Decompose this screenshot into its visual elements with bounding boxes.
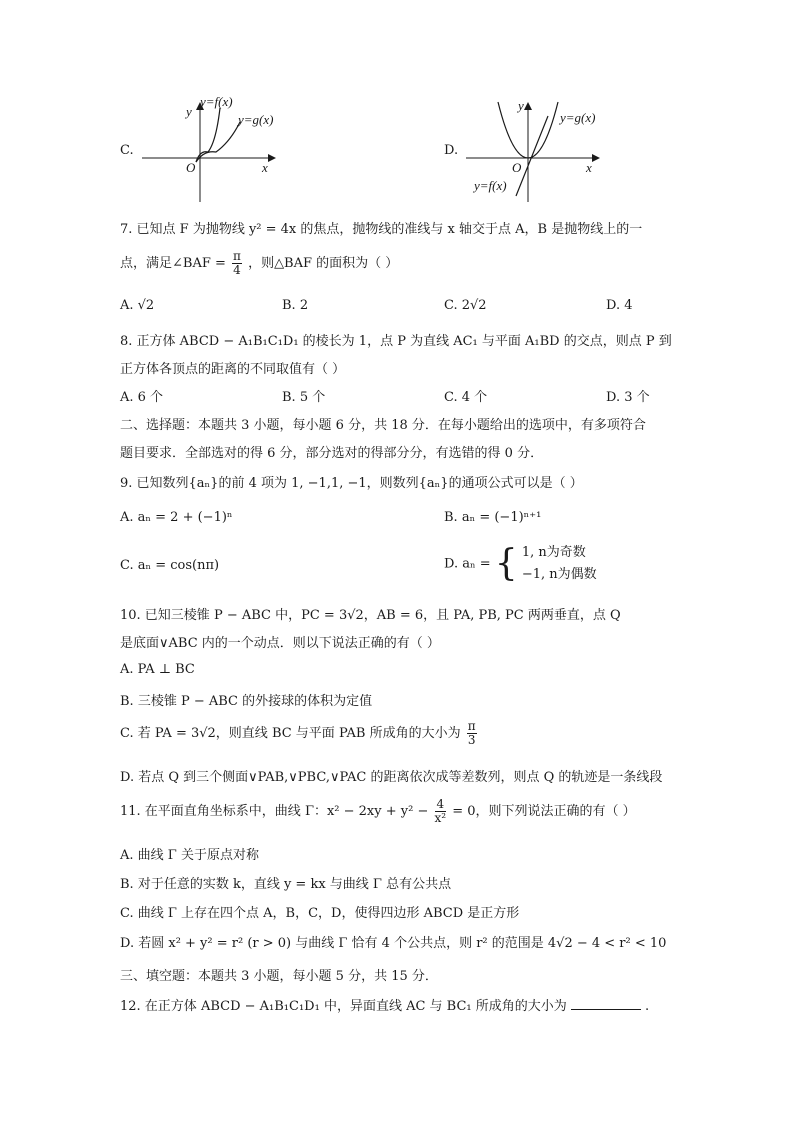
- graph-c-g-curve: [196, 122, 240, 162]
- q10-line2: 是底面∨ABC 内的一个动点．则以下说法正确的有（ ）: [120, 636, 440, 651]
- q7-option-b: B. 2: [282, 298, 309, 313]
- q8-option-c: C. 4 个: [444, 390, 488, 405]
- graph-d-origin-label: O: [512, 160, 522, 175]
- option-d-label: D.: [444, 143, 459, 158]
- q7-option-a: A. √2: [120, 298, 155, 313]
- q11-option-a: A. 曲线 Γ 关于原点对称: [120, 848, 259, 863]
- graph-d-x-arrow: [592, 154, 600, 162]
- graph-c-x-arrow: [268, 154, 276, 162]
- graph-d-g-label: y=g(x): [560, 110, 596, 125]
- q8-line2: 正方体各顶点的距离的不同取值有（ ）: [120, 362, 346, 377]
- graph-c-f-label: y=f(x): [200, 94, 233, 109]
- graph-d: [462, 92, 612, 204]
- q10-option-b: B. 三棱锥 P − ABC 的外接球的体积为定值: [120, 694, 373, 709]
- q12-stem: [120, 995, 649, 1014]
- q11-option-b: B. 对于任意的实数 k，直线 y = kx 与曲线 Γ 总有公共点: [120, 877, 452, 892]
- q9-case-odd: 1, n为奇数: [521, 545, 586, 560]
- q8-option-b: B. 5 个: [282, 390, 326, 405]
- q10-option-c-pre: C. 若 PA = 3√2，则直线 BC 与平面 PAB 所成角的大小为: [120, 726, 461, 741]
- q7-line2: [120, 250, 398, 277]
- q7-option-c: C. 2√2: [444, 298, 487, 313]
- graph-d-y-arrow: [524, 102, 532, 110]
- q7-line2-pre: 点，满足∠BAF =: [120, 256, 226, 271]
- q8-option-a: A. 6 个: [120, 390, 164, 405]
- q10-option-c: [120, 720, 479, 747]
- q11-fraction: [435, 798, 447, 825]
- graph-d-y-label: y: [518, 98, 524, 113]
- q10-option-a: A. PA ⊥ BC: [120, 662, 195, 677]
- q9-option-c: C. aₙ = cos(nπ): [120, 558, 220, 573]
- option-c-label: C.: [120, 143, 134, 158]
- q10-line1: 10. 已知三棱锥 P − ABC 中，PC = 3√2，AB = 6，且 PA, PB, PC 两两垂直，点 Q: [120, 608, 621, 623]
- q9-cases: [522, 542, 597, 586]
- q7-fraction: [232, 250, 242, 277]
- section2-line2: 题目要求．全部选对的得 6 分，部分选对的得部分分，有选错的得 0 分．: [120, 446, 544, 461]
- q11-option-d: D. 若圆 x² + y² = r² (r > 0) 与曲线 Γ 恰有 4 个公共点，则 r² 的范围是 4√2 − 4 < r² < 10: [120, 936, 667, 951]
- q8-line1: 8. 正方体 ABCD − A₁B₁C₁D₁ 的棱长为 1，点 P 为直线 AC₁ 与平面 A₁BD 的交点，则点 P 到: [120, 334, 672, 349]
- q7-option-d: D. 4: [606, 298, 633, 313]
- graph-c: [138, 92, 288, 204]
- q7-line2-post: ，则△BAF 的面积为（ ）: [248, 256, 399, 271]
- q9-stem: 9. 已知数列{aₙ}的前 4 项为 1, −1,1, −1，则数列{aₙ}的通项公式可以是（ ）: [120, 476, 583, 491]
- graph-c-origin-label: O: [186, 160, 196, 175]
- q12-text: 12. 在正方体 ABCD − A₁B₁C₁D₁ 中，异面直线 AC 与 BC₁ 所成角的大小为: [120, 999, 567, 1014]
- q9-option-d: [444, 542, 597, 586]
- graph-d-x-label: x: [586, 160, 592, 175]
- q10-option-d: D. 若点 Q 到三个侧面∨PAB,∨PBC,∨PAC 的距离依次成等差数列，则点 Q 的轨迹是一条线段: [120, 770, 663, 785]
- q10-fraction: [467, 720, 477, 747]
- q11-frac-num: 4: [436, 797, 445, 811]
- graph-c-g-label: y=g(x): [238, 112, 274, 127]
- q9-case-even: −1, n为偶数: [521, 567, 597, 582]
- graph-c-y-label: y: [186, 104, 192, 119]
- graph-c-x-label: x: [262, 160, 268, 175]
- q12-end: .: [645, 999, 650, 1014]
- graph-d-f-line: [516, 116, 548, 196]
- q11-stem-pre: 11. 在平面直角坐标系中，曲线 Γ：x² − 2xy + y² −: [120, 804, 429, 819]
- q7-frac-den: 4: [233, 263, 241, 277]
- q11-option-c: C. 曲线 Γ 上存在四个点 A，B，C，D，使得四边形 ABCD 是正方形: [120, 906, 520, 921]
- q8-option-d: D. 3 个: [606, 390, 650, 405]
- q10-frac-den: 3: [467, 733, 476, 747]
- q11-frac-den: x²: [434, 811, 447, 825]
- q9-option-d-pre: D. aₙ =: [444, 556, 491, 572]
- q9-option-b: B. aₙ = (−1)ⁿ⁺¹: [444, 510, 542, 525]
- q12-answer-blank[interactable]: [571, 997, 641, 1010]
- q10-frac-num: π: [467, 719, 476, 733]
- section3-heading: 三、填空题：本题共 3 小题，每小题 5 分，共 15 分．: [120, 969, 438, 984]
- graph-d-f-label: y=f(x): [474, 178, 507, 193]
- q7-frac-num: π: [233, 249, 241, 263]
- q7-line1: 7. 已知点 F 为抛物线 y² = 4x 的焦点，抛物线的准线与 x 轴交于点 A，B 是抛物线上的一: [120, 222, 643, 237]
- q9-option-a: A. aₙ = 2 + (−1)ⁿ: [120, 510, 233, 525]
- q9-brace-icon: {: [494, 543, 518, 584]
- section2-line1: 二、选择题：本题共 3 小题，每小题 6 分，共 18 分．在每小题给出的选项中，有多项符合: [120, 418, 646, 433]
- q11-stem: [120, 798, 636, 825]
- q11-stem-post: = 0，则下列说法正确的有（ ）: [452, 804, 636, 819]
